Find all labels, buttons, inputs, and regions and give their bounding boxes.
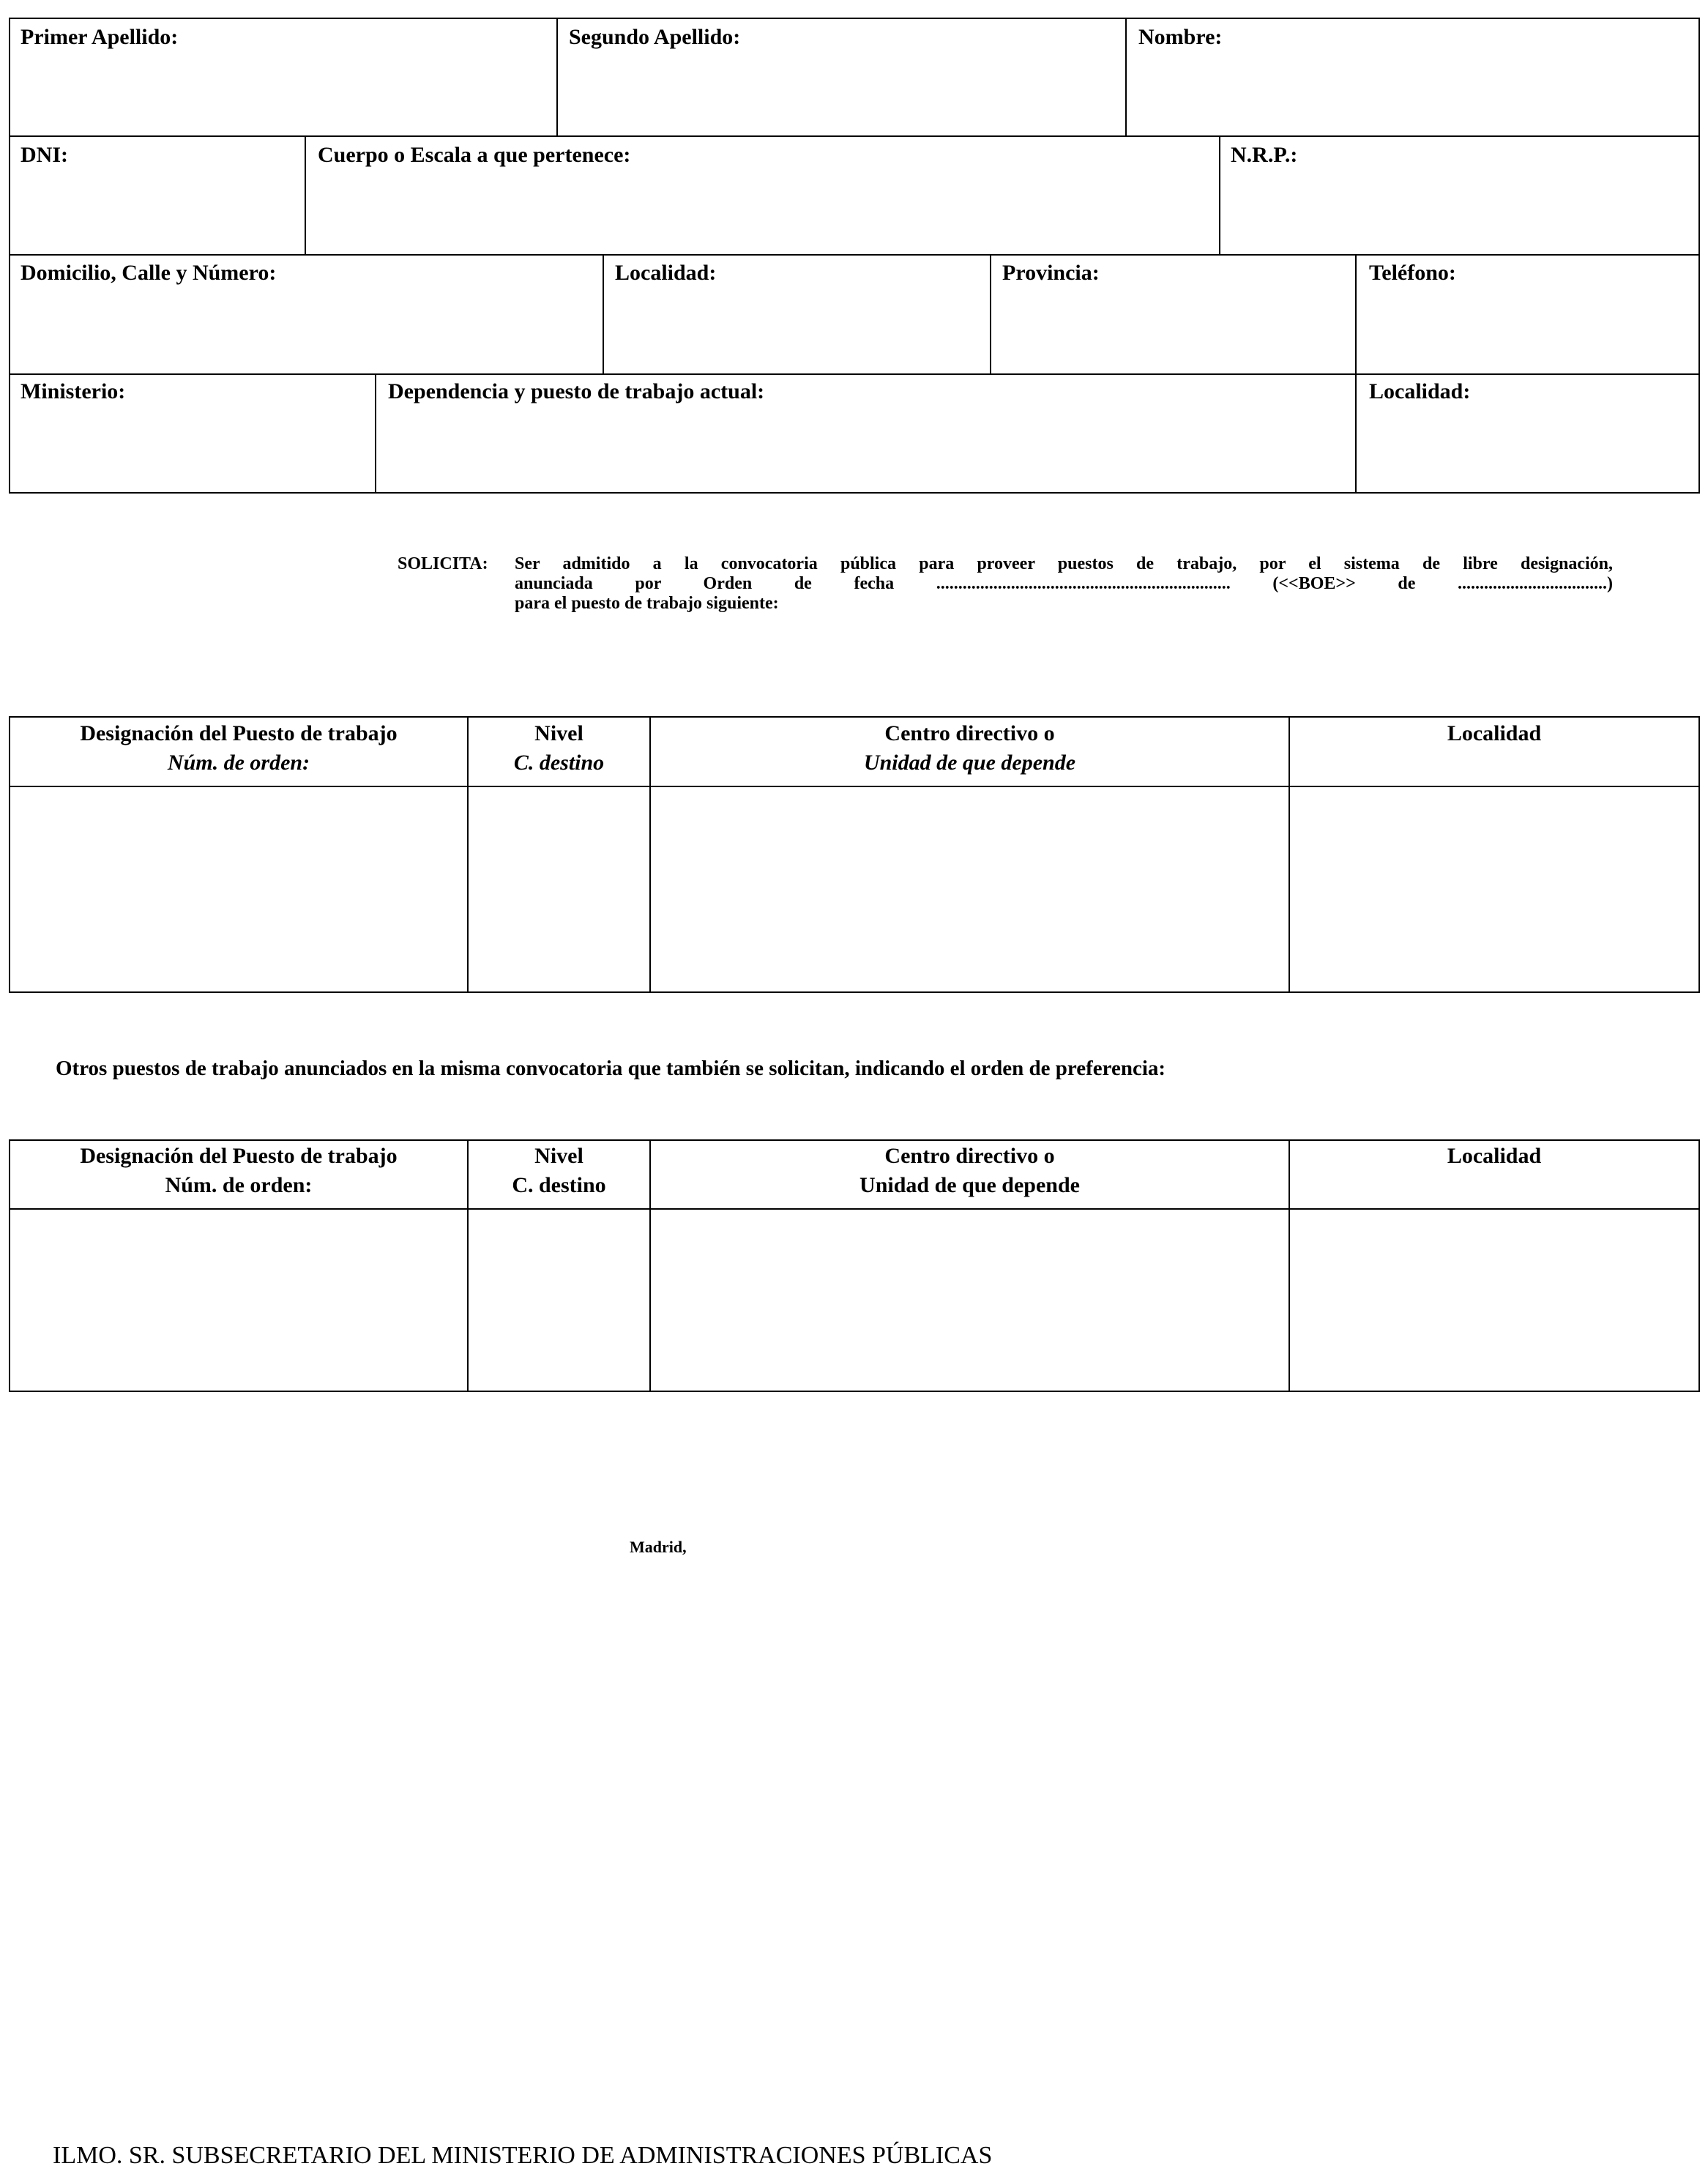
dni-field[interactable]	[20, 144, 68, 166]
form-row-divider	[9, 135, 1700, 137]
ministerio-label: Ministerio:	[20, 379, 126, 403]
dni-label: DNI:	[20, 143, 68, 167]
header-localidad	[1290, 1142, 1698, 1171]
header-localidad-label: Localidad	[1447, 1144, 1542, 1168]
header-designacion	[10, 719, 467, 778]
dependencia-field[interactable]	[388, 381, 764, 403]
addressee-line: ILMO. SR. SUBSECRETARIO DEL MINISTERIO DE ADMINISTRACIONES PÚBLICAS	[53, 2142, 993, 2169]
primer-apellido-label: Primer Apellido:	[20, 25, 179, 49]
header-centro	[651, 719, 1289, 778]
provincia-label: Provincia:	[1002, 261, 1100, 285]
cuerpo-escala-field[interactable]	[318, 144, 630, 166]
header-unidad-label: Unidad de que depende	[863, 751, 1076, 775]
domicilio-field[interactable]	[20, 262, 276, 284]
header-c-destino-label: C. destino	[512, 1173, 606, 1197]
domicilio-label: Domicilio, Calle y Número:	[20, 261, 277, 285]
header-centro-label: Centro directivo o	[884, 721, 1055, 745]
localidad-label: Localidad:	[615, 261, 717, 285]
form-col-divider	[556, 18, 558, 136]
otros-cell-nivel[interactable]	[469, 1210, 649, 1391]
dependencia-label: Dependencia y puesto de trabajo actual:	[388, 379, 765, 403]
header-localidad	[1290, 719, 1698, 748]
puesto-cell-centro[interactable]	[651, 787, 1289, 991]
personal-data-form	[9, 18, 1700, 494]
form-row-divider	[9, 254, 1700, 256]
otros-puestos-text: Otros puestos de trabajo anunciados en la misma convocatoria que también se solicitan, indicando el orden de preferencia:	[56, 1057, 1166, 1080]
form-col-divider	[1355, 254, 1357, 374]
segundo-apellido-label: Segundo Apellido:	[569, 25, 741, 49]
place-date-line: Madrid,	[630, 1538, 687, 1556]
otros-cell-localidad[interactable]	[1290, 1210, 1698, 1391]
nrp-label: N.R.P.:	[1231, 143, 1298, 167]
solicita-line-2: anunciada por Orden de fecha ................................................................... (<<BOE>> de ..................................)	[515, 574, 1613, 593]
puesto-cell-designacion[interactable]	[10, 787, 467, 991]
nombre-field[interactable]	[1138, 26, 1222, 48]
solicita-lead: SOLICITA:	[398, 554, 488, 573]
segundo-apellido-field[interactable]	[569, 26, 740, 48]
solicita-paragraph	[398, 554, 1613, 614]
header-designacion-label: Designación del Puesto de trabajo	[80, 721, 398, 745]
localidad-actual-label: Localidad:	[1369, 379, 1471, 403]
otros-cell-centro[interactable]	[651, 1210, 1289, 1391]
form-col-divider	[990, 254, 991, 374]
solicita-line-1: Ser admitido a la convocatoria pública para proveer puestos de trabajo, por el sistema de libre designación,	[515, 554, 1613, 573]
localidad-actual-field[interactable]	[1369, 381, 1470, 403]
provincia-field[interactable]	[1002, 262, 1100, 284]
form-col-divider	[1219, 135, 1220, 255]
header-num-orden-label: Núm. de orden:	[167, 751, 310, 775]
telefono-field[interactable]	[1369, 262, 1456, 284]
header-c-destino-label: C. destino	[513, 751, 605, 775]
solicita-line-3: para el puesto de trabajo siguiente:	[515, 594, 779, 613]
header-centro	[651, 1142, 1289, 1200]
localidad-field[interactable]	[615, 262, 716, 284]
header-nivel-label: Nivel	[534, 721, 583, 745]
form-row-divider	[9, 373, 1700, 375]
form-col-divider	[1355, 373, 1357, 494]
header-designacion-label: Designación del Puesto de trabajo	[80, 1144, 398, 1168]
header-nivel	[469, 1142, 649, 1200]
puesto-cell-localidad[interactable]	[1290, 787, 1698, 991]
header-centro-label: Centro directivo o	[884, 1144, 1055, 1168]
header-localidad-label: Localidad	[1447, 721, 1542, 745]
form-col-divider	[375, 373, 376, 494]
header-nivel-label: Nivel	[534, 1144, 583, 1168]
header-num-orden-label: Núm. de orden:	[165, 1173, 313, 1197]
header-unidad-label: Unidad de que depende	[859, 1173, 1080, 1197]
otros-cell-designacion[interactable]	[10, 1210, 467, 1391]
nrp-field[interactable]	[1231, 144, 1297, 166]
ministerio-field[interactable]	[20, 381, 125, 403]
telefono-label: Teléfono:	[1369, 261, 1456, 285]
header-nivel	[469, 719, 649, 778]
form-col-divider	[1125, 18, 1127, 136]
puesto-cell-nivel[interactable]	[469, 787, 649, 991]
form-col-divider	[603, 254, 604, 374]
cuerpo-escala-label: Cuerpo o Escala a que pertenece:	[318, 143, 631, 167]
primer-apellido-field[interactable]	[20, 26, 178, 48]
nombre-label: Nombre:	[1138, 25, 1223, 49]
form-col-divider	[305, 135, 306, 255]
header-designacion	[10, 1142, 467, 1200]
